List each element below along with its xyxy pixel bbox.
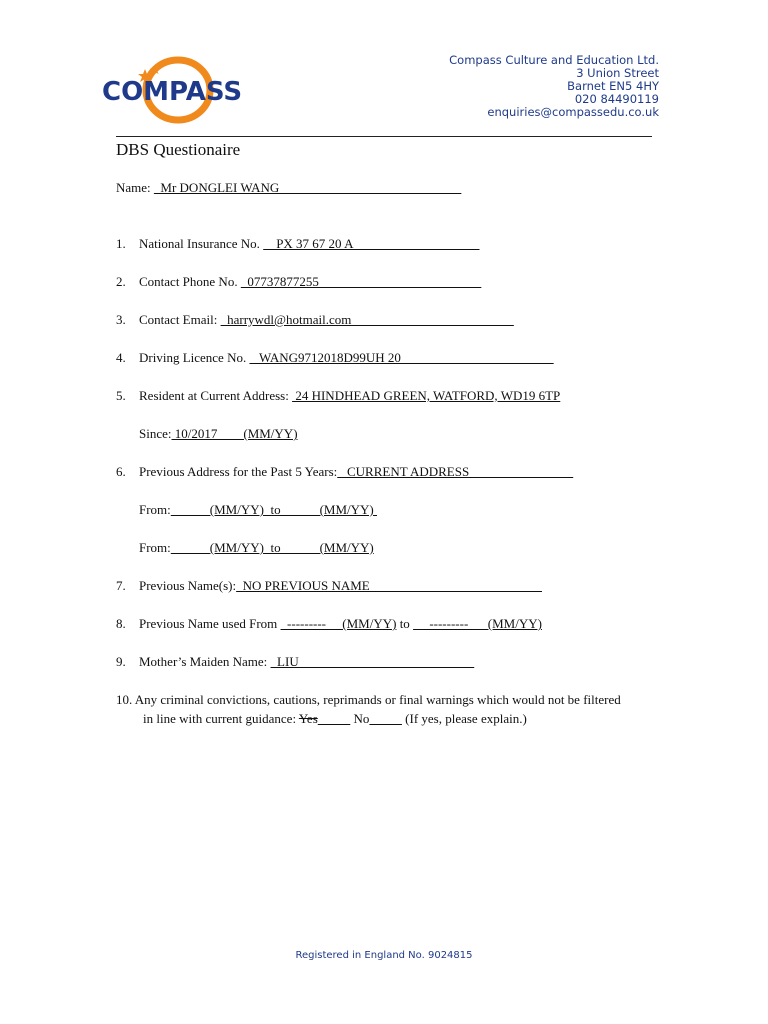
q7-row [116, 578, 542, 594]
compass-logo [98, 55, 258, 125]
q9-row [116, 654, 474, 670]
q4-label: Driving Licence No. [139, 350, 247, 365]
q7-label: Previous Name(s): [139, 578, 237, 593]
q8-label: Previous Name used From [139, 616, 278, 631]
q6-value: CURRENT ADDRESS [337, 464, 574, 479]
q10-no: No [353, 711, 370, 726]
q6-label: Previous Address for the Past 5 Years: [139, 464, 338, 479]
footer-registration: Registered in England No. 9024815 [295, 950, 473, 961]
q6-row [116, 464, 573, 480]
q8-to-value: --------- (MM/YY) [413, 616, 542, 631]
since-label: Since: [139, 426, 172, 441]
q2-label: Contact Phone No. [139, 274, 238, 289]
company-email: enquiries@compassedu.co.uk [487, 105, 659, 119]
q8-number: 8. [116, 616, 126, 631]
logo-text: COMPASS [102, 77, 243, 107]
q10-explain: (If yes, please explain.) [405, 711, 527, 726]
q1-row [116, 236, 480, 252]
q3-number: 3. [116, 312, 126, 327]
q8-to-label: to [399, 616, 410, 631]
q7-number: 7. [116, 578, 126, 593]
from-label-1: From: [139, 502, 171, 517]
q10-text-line2: in line with current guidance: [143, 711, 297, 726]
q5-row [116, 388, 560, 404]
from-value-1: (MM/YY) to (MM/YY) [170, 502, 377, 517]
company-phone: 020 84490119 [574, 92, 659, 106]
q10-row-2 [143, 711, 527, 727]
q10-yes: Yes [298, 711, 318, 726]
q5-value: 24 HINDHEAD GREEN, WATFORD, WD19 6TP [292, 388, 561, 403]
name-label: Name: [116, 180, 151, 195]
q5-label: Resident at Current Address: [139, 388, 289, 403]
q9-number: 9. [116, 654, 126, 669]
q10-row [116, 692, 621, 708]
q9-value: LIU [270, 654, 475, 669]
q1-value: PX 37 67 20 A [263, 236, 480, 251]
q4-value: WANG9712018D99UH 20 [249, 350, 554, 365]
from-row-2 [139, 540, 374, 556]
since-value: 10/2017 (MM/YY) [171, 426, 298, 441]
q8-row [116, 616, 542, 632]
q10-no-blank [369, 711, 402, 726]
since-row [139, 426, 298, 442]
q5-number: 5. [116, 388, 126, 403]
q2-number: 2. [116, 274, 126, 289]
from-value-2: (MM/YY) to (MM/YY) [170, 540, 374, 555]
name-value: Mr DONGLEI WANG [153, 180, 462, 195]
q3-row [116, 312, 514, 328]
company-town: Barnet EN5 4HY [567, 79, 659, 93]
q7-value: NO PREVIOUS NAME [236, 578, 542, 593]
from-row-1 [139, 502, 377, 518]
company-info [449, 54, 659, 119]
q2-row [116, 274, 481, 290]
q3-value: harrywdl@hotmail.com [220, 312, 514, 327]
q8-from-value: --------- (MM/YY) [280, 616, 397, 631]
q10-yes-blank [318, 711, 351, 726]
from-label-2: From: [139, 540, 171, 555]
header-divider [116, 136, 652, 137]
q2-value: 07737877255 [240, 274, 482, 289]
q6-number: 6. [116, 464, 126, 479]
q10-text-line1: Any criminal convictions, cautions, reprimands or final warnings which would not be filtered [134, 692, 621, 707]
q3-label: Contact Email: [139, 312, 218, 327]
q9-label: Mother’s Maiden Name: [139, 654, 268, 669]
company-name: Compass Culture and Education Ltd. [449, 53, 659, 67]
page-title: DBS Questionaire [116, 140, 241, 159]
q1-label: National Insurance No. [139, 236, 260, 251]
company-street: 3 Union Street [576, 66, 659, 80]
q4-row [116, 350, 554, 366]
q4-number: 4. [116, 350, 126, 365]
q1-number: 1. [116, 236, 126, 251]
name-row [116, 180, 461, 196]
q10-number: 10. [116, 692, 133, 707]
